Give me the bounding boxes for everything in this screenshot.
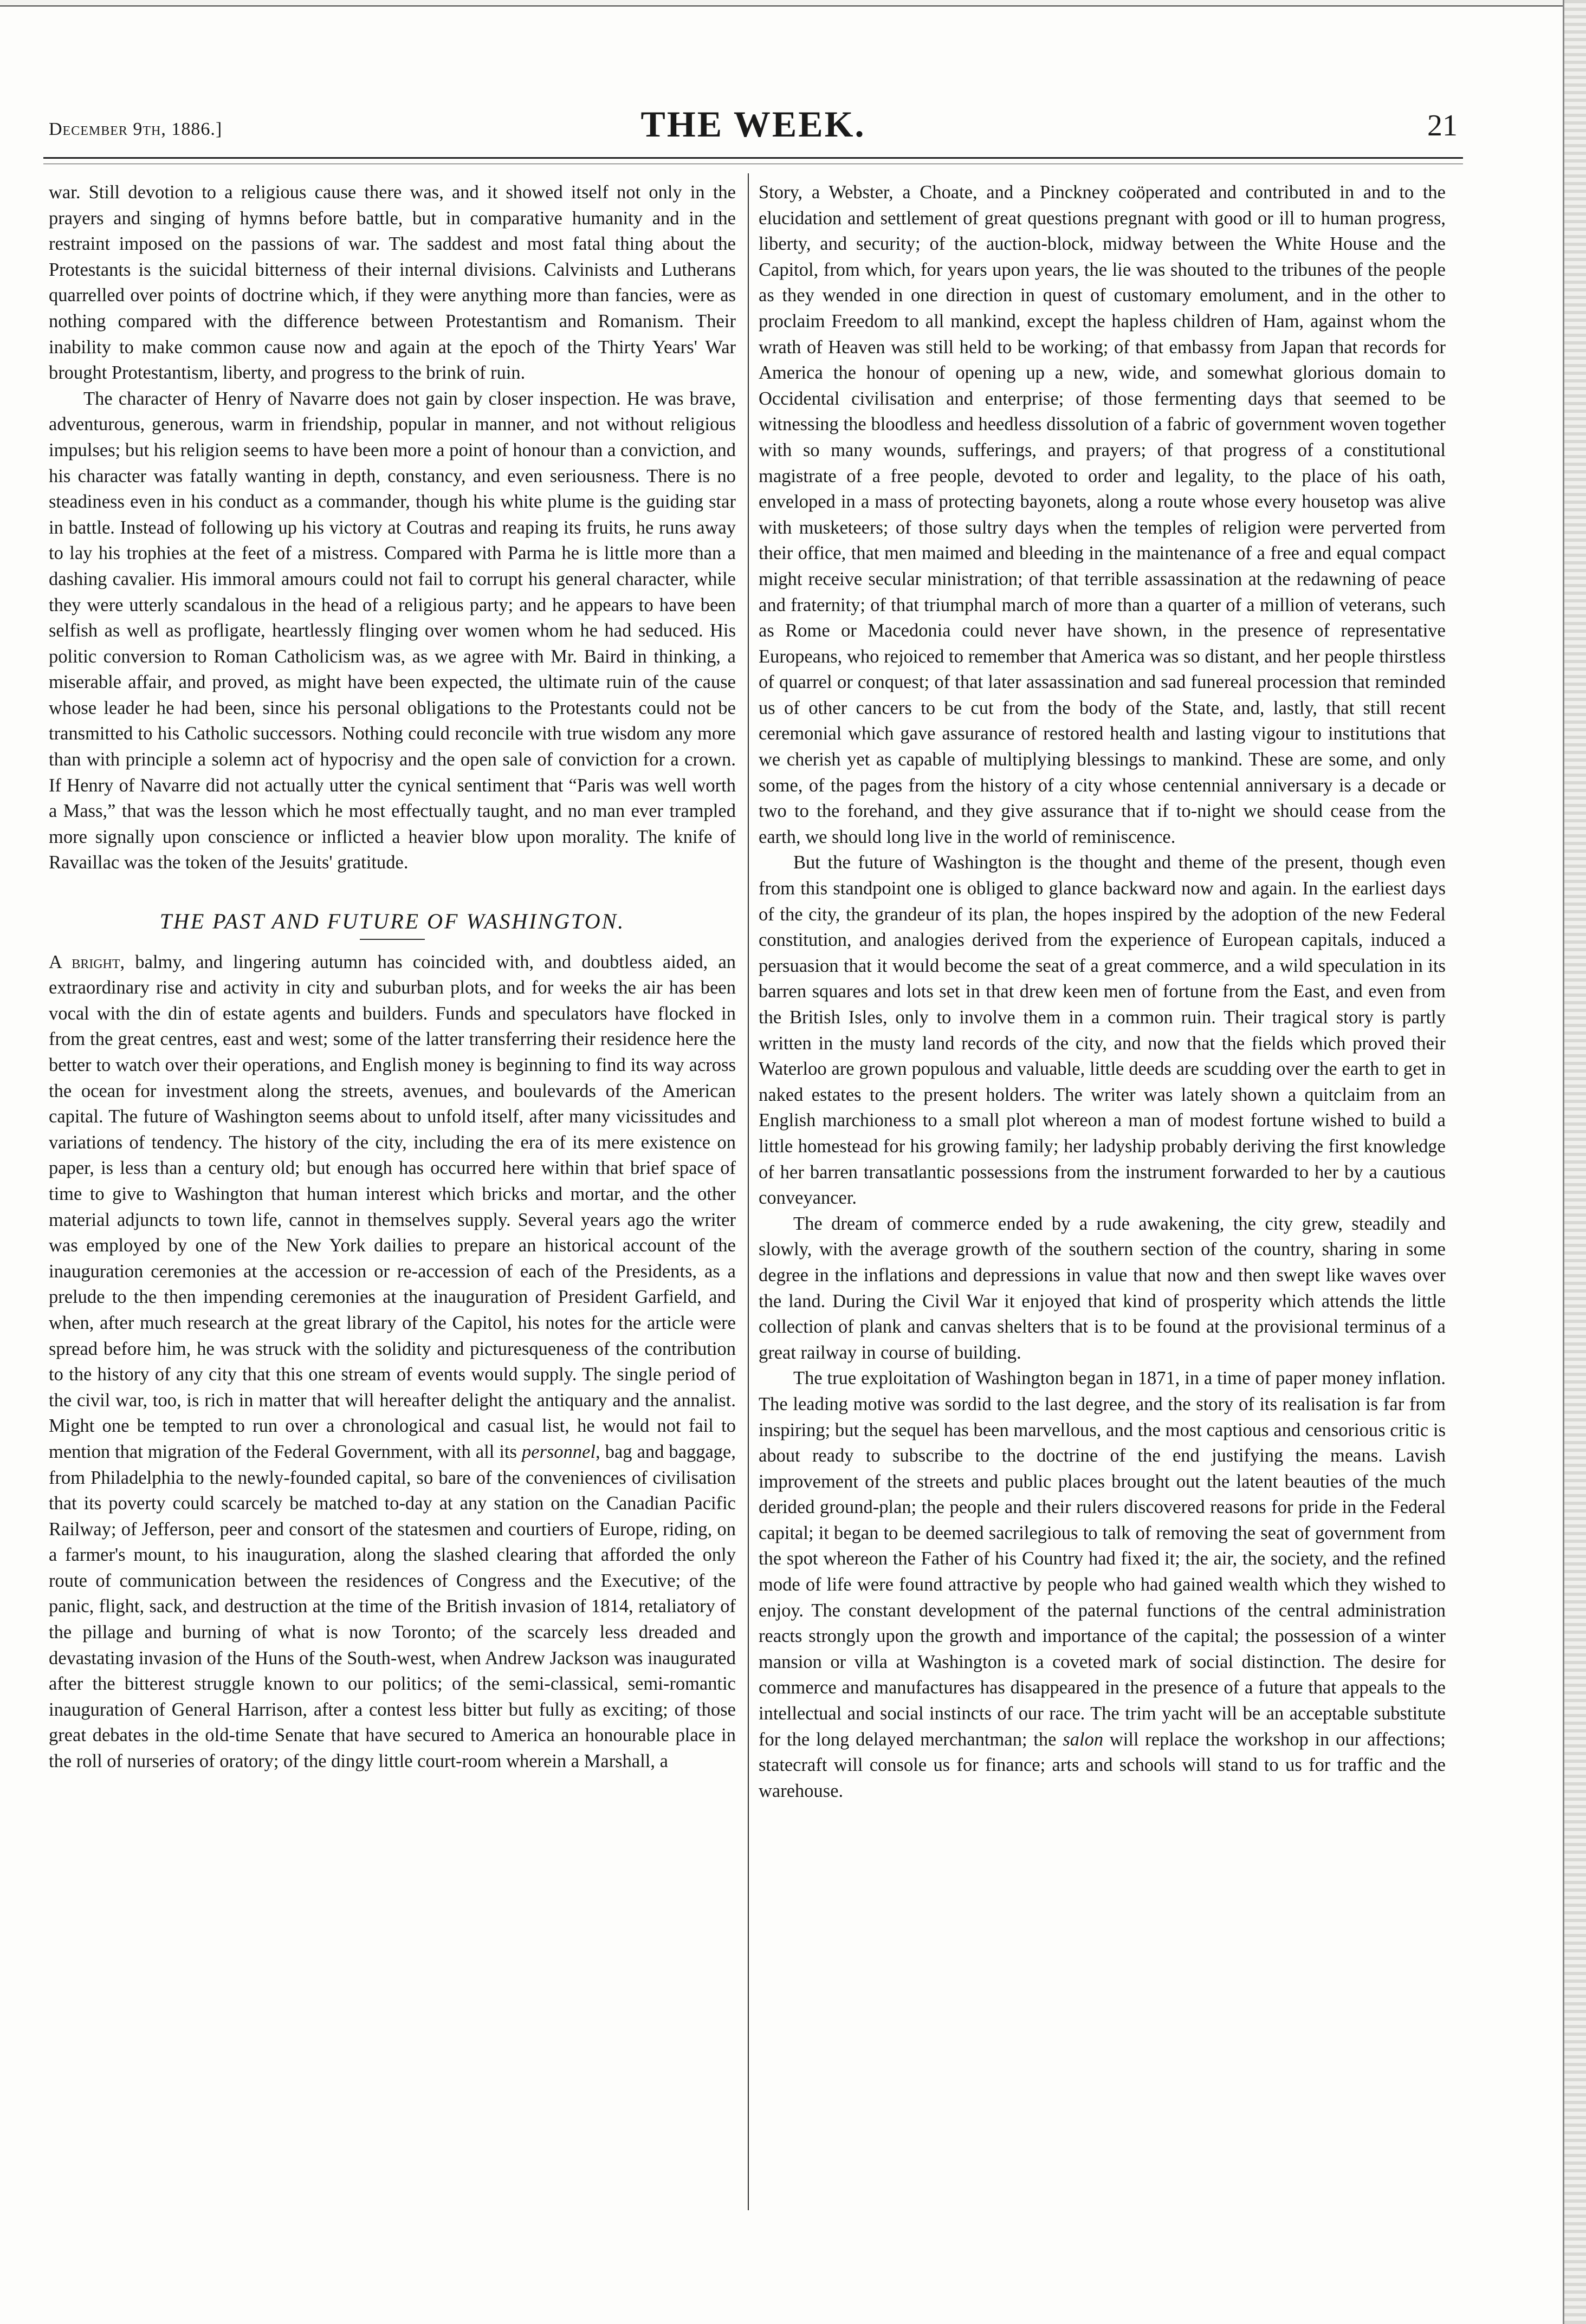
right-column [759, 180, 1446, 1804]
left-column [49, 180, 736, 1775]
paragraph: The dream of commerce ended by a rude awakening, the city grew, steadily and slowly, with the average growth of the southern section of the country, sharing in some degree in the inflations and depressions in value that now and then swept like waves over the land. During the Civil War it enjoyed that kind of prosperity which attends the little collection of plank and canvas shelters that is to be found at the provisional terminus of a great railway in course of building. [759, 1213, 1446, 1363]
paragraph: But the future of Washington is the thought and theme of the present, though even from this standpoint one is obliged to glance backward now and again. In the earliest days of the city, the grandeur of its plan, the hopes inspired by the adoption of the new Federal constitution, and analogies derived from the experience of European capitals, induced a persuasion that it would become the seat of a great commerce, and a wild speculation in its barren squares and lots set in that drew keen men of fortune from the East, and even from the British Isles, only to involve them in a common ruin. Their tragical story is partly written in the musty land records of the city, and now that the fields which proved their Waterloo are grown populous and valuable, little deeds are scudding over the earth to get in naked estates to the present holders. The writer was lately shown a quitclaim from an English marchioness to a small plot whereon a man of modest fortune wished to build a little homestead for his growing family; her ladyship probably deriving the first knowledge of her barren transatlantic possessions from the instrument forwarded to her by a cautious conveyancer. [759, 852, 1446, 1209]
column-divider [748, 173, 749, 2210]
issue-date: December 9th, 1886.] [49, 119, 223, 139]
paragraph: war. Still devotion to a religious cause there was, and it showed itself not only in the prayers and singing of hymns before battle, but in comparative humanity and in the restraint imposed on the passions of war. The saddest and most fatal thing about the Protestants is the suicidal bitterness of their internal divisions. Calvinists and Lutherans quarrelled over points of doctrine which, if they were anything more than fancies, were as nothing compared with the difference between Protestantism and Romanism. Their inability to make common cause now and again at the epoch of the Thirty Years' War brought Protestantism, liberty, and progress to the brink of ruin. [49, 182, 736, 384]
page-number: 21 [1427, 109, 1458, 142]
paragraph-text: will replace the workshop in our affections; statecraft will console us for finance; arts and schools will stand to us for traffic and the warehouse. [759, 1729, 1446, 1801]
page-header [43, 103, 1463, 163]
binding-edge [1563, 0, 1586, 2324]
masthead-title: THE WEEK. [640, 103, 866, 145]
article-paragraph [49, 950, 736, 1775]
page-top-edge [0, 0, 1564, 7]
title-rule [360, 939, 425, 940]
header-rule [43, 157, 1463, 159]
lead-words: A bright, [49, 951, 125, 972]
paragraph: Story, a Webster, a Choate, and a Pinckney coöperated and contributed in and to the elucidation and settlement of great questions pregnant with good or ill to human progress, liberty, and security; of the auction-block, midway between the White House and the Capitol, from which, for years upon years, the lie was shouted to the tribunes of the people as they wended in one direction in quest of customary emolument, and in the other to proclaim Freedom to all mankind, except the hapless children of Ham, against whom the wrath of Heaven was still held to be working; of that embassy from Japan that records for America the honour of opening up a new, wide, and somewhat glorious domain to Occidental civilisation and enterprise; of those fermenting days that seemed to be witnessing the bloodless and heedless dissolution of a fabric of government woven together with so many wounds, sufferings, and prayers; of that progress of a constitutional magistrate of a free people, devoted to order and legality, to the place of his oath, enveloped in a mass of protecting bayonets, along a route whose every housetop was alive with musketeers; of those sultry days when the temples of religion were perverted from their office, that men maimed and bleeding in the maintenance of a free and equal compact might receive secular ministration; of that terrible assassination at the redawning of peace and fraternity; of that triumphal march of more than a quarter of a million of veterans, such as Rome or Macedonia could never have shown, in the presence of representative Europeans, who rejoiced to remember that America was so distant, and her people thirstless of quarrel or conquest; of that later assassination and sad funereal procession that reminded us of other cancers to be cut from the body of the State, and, lastly, that still recent ceremonial which gave assurance of restored health and lasting vigour to institutions that we cherish yet as capable of multiplying blessings to mankind. These are some, and only some, of the pages from the history of a city whose centennial anniversary is a decade or two to the forehand, and they give assurance that if to-night we should cease from the earth, we should long live in the world of reminiscence. [759, 182, 1446, 847]
italic-word: salon [1063, 1729, 1104, 1750]
paragraph-text: The true exploitation of Washington began in 1871, in a time of paper money inflation. The leading motive was sordid to the last degree, and the story of its realisation is far from inspiring; but the sequel has been marvellous, and the most captious and censorious critic is about ready to subscribe to the doctrine of the end justifying the means. Lavish improvement of the streets and public places brought out the latent beauties of the much derided ground-plan; the people and their rulers discovered reasons for pride in the Federal capital; it began to be deemed sacrilegious to talk of removing the seat of government from the spot whereon the Father of his Country had fixed it; the air, the society, and the refined mode of life were found attractive by people who had gained wealth which they wished to enjoy. The constant development of the paternal functions of the central administration reacts strongly upon the growth and importance of the capital; the possession of a winter mansion or villa at Washington is a coveted mark of social distinction. The desire for commerce and manufactures has disappeared in the presence of a future that appeals to the intellectual and social instincts of our race. The trim yacht will be an acceptable substitute for the long delayed merchantman; the [759, 1368, 1446, 1750]
italic-word: personnel [522, 1441, 596, 1462]
paragraph-text: , bag and baggage, from Philadelphia to the newly-founded capital, so bare of the conveniences of civilisation that its poverty could scarcely be matched to-day at any station on the Canadian Pacific Railway; of Jefferson, peer and consort of the statesmen and courtiers of Europe, riding, on a farmer's mount, to his inauguration, along the slashed clearing that afforded the only route of communication between the residences of Congress and the Executive; of the panic, flight, sack, and destruction at the time of the British invasion of 1814, retaliatory of the pillage and burning of what is now Toronto; of the scarcely less dreaded and devastating invasion of the Huns of the South-west, when Andrew Jackson was inaugurated after the bitterest struggle known to our politics; of the semi-classical, semi-romantic inauguration of General Harrison, after a contest less bitter but fully as exciting; of those great debates in the old-time Senate that have secured to America an honourable place in the roll of nurseries of oratory; of the dingy little court-room wherein a Marshall, a [49, 1441, 736, 1772]
article-title: THE PAST AND FUTURE OF WASHINGTON. [159, 909, 625, 934]
paragraph: The character of Henry of Navarre does not gain by closer inspection. He was brave, adventurous, generous, warm in friendship, popular in manner, and not without religious impulses; but his religion seems to have been more a point of honour than a conviction, and his character was fatally wanting in depth, constancy, and even seriousness. There is no steadiness even in his conduct as a commander, though his white plume is the guiding star in battle. Instead of following up his victory at Coutras and reaping its fruits, he runs away to lay his trophies at the feet of a mistress. Compared with Parma he is little more than a dashing cavalier. His immoral amours could not fail to corrupt his general character, while they were utterly scandalous in the head of a religious party; and he appears to have been selfish as well as profligate, heartlessly flinging over women whom he had seduced. His politic conversion to Roman Catholicism was, as we agree with Mr. Baird in thinking, a miserable affair, and proved, as might have been expected, the ultimate ruin of the cause whose leader he had been, since his personal obligations to the Protestants could not be transmitted to his Catholic successors. Nothing could reconcile with true wisdom any more than with principle a solemn act of hypocrisy and the open sale of conviction for a crown. If Henry of Navarre did not actually utter the cynical sentiment that “Paris was well worth a Mass,” that was the lesson which he most effectually taught, and no man ever trampled more signally upon conscience or inflicted a heavier blow upon morality. The knife of Ravaillac was the token of the Jesuits' gratitude. [49, 388, 736, 873]
paragraph [759, 1366, 1446, 1804]
paragraph-text: balmy, and lingering autumn has coincided with, and doubtless aided, an extraordinary rise and activity in city and suburban plots, and for weeks the air has been vocal with the din of estate agents and builders. Funds and speculators have flocked in from the great centres, east and west; some of the latter transferring their residence here the better to watch over their operations, and English money is beginning to find its way across the ocean for investment along the streets, avenues, and boulevards of the American capital. The future of Washington seems about to unfold itself, after many vicissitudes and variations of tendency. The history of the city, including the era of its mere existence on paper, is less than a century old; but enough has occurred here within that brief space of time to give to Washington that human interest which bricks and mortar, and the other material adjuncts to town life, cannot in themselves supply. Several years ago the writer was employed by one of the New York dailies to prepare an historical account of the inauguration ceremonies at the accession or re-accession of each of the Presidents, as a prelude to the then impending ceremonies at the inauguration of President Garfield, and when, after much research at the great library of the Capitol, his notes for the article were spread before him, he was struck with the solidity and picturesqueness of the contribution to the history of any city that this one stream of events would supply. The single period of the civil war, too, is rich in matter that will hereafter delight the antiquary and the annalist. Might one be tempted to run over a chronological and casual list, he would not fail to mention that migration of the Federal Government, with all its [49, 951, 736, 1462]
